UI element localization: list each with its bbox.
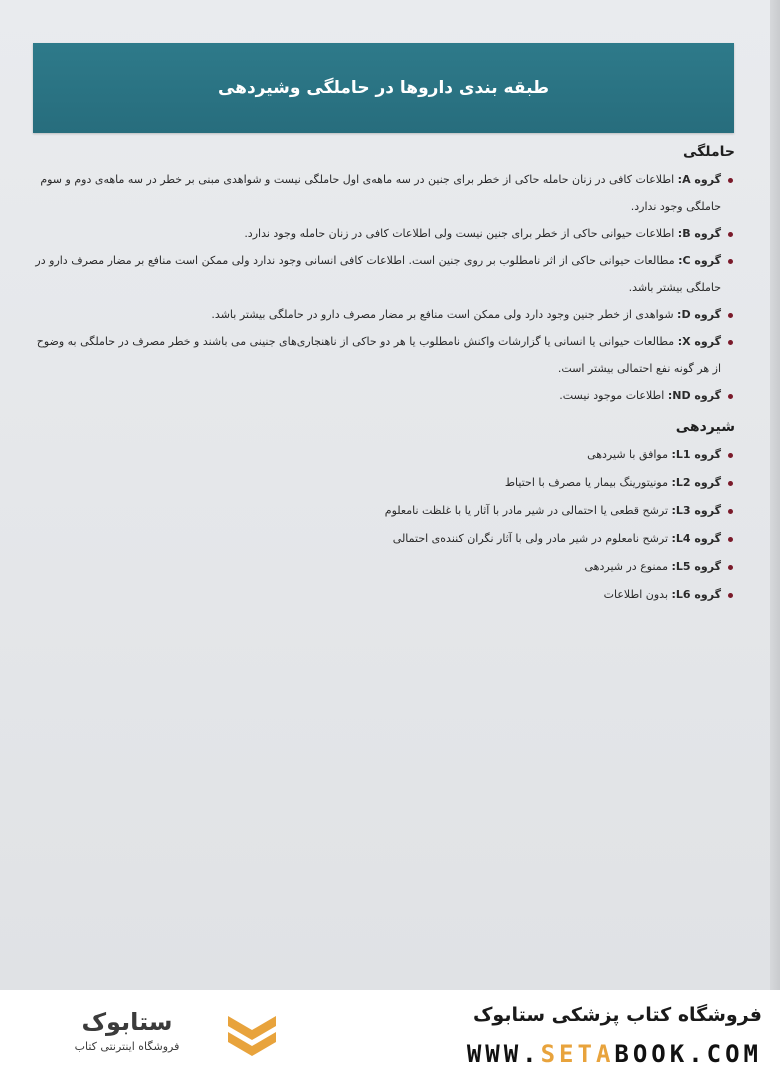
lactation-item-l4: گروه L4: ترشح نامعلوم در شیر مادر ولی با آثار نگران کننده‌ی احتمالی <box>30 525 735 553</box>
page-edge <box>770 0 780 990</box>
pregnancy-item-c: گروه C: مطالعات حیوانی حاکی از اثر نامطلوب بر روی جنین است. اطلاعات کافی انسانی وجود ندارد ولی ممکن است منافع بر مضار مصرف دارو در حاملگی بیشتر باشد. <box>30 247 735 301</box>
bullet-icon <box>728 453 733 458</box>
pregnancy-item-d: گروه D: شواهدی از خطر جنین وجود دارد ولی ممکن است منافع بر مضار مصرف دارو در حاملگی بیشتر باشد. <box>30 301 735 328</box>
pregnancy-list <box>30 166 735 409</box>
page-title: طبقه بندی داروها در حاملگی وشیردهی <box>217 78 550 98</box>
bullet-icon <box>728 509 733 514</box>
bullet-icon <box>728 394 733 399</box>
title-banner <box>33 43 734 133</box>
bullet-icon <box>728 313 733 318</box>
bullet-icon <box>728 178 733 183</box>
store-footer <box>0 990 780 1080</box>
lactation-item-l1: گروه L1: موافق با شیردهی <box>30 441 735 469</box>
lactation-item-l3: گروه L3: ترشح قطعی یا احتمالی در شیر مادر با آثار یا با غلظت نامعلوم <box>30 497 735 525</box>
pregnancy-item-x: گروه X: مطالعات حیوانی یا انسانی یا گزارشات واکنش نامطلوب یا هر دو حاکی از ناهنجاری‌های جنینی می باشند و خطر مصرف در حاملگی به وضوح از هر گونه نفع احتمالی بیشتر است. <box>30 328 735 382</box>
bullet-icon <box>728 232 733 237</box>
bullet-icon <box>728 259 733 264</box>
store-url[interactable]: WWW.SETABOOK.COM <box>466 1040 762 1068</box>
bullet-icon <box>728 481 733 486</box>
pregnancy-item-a: گروه A: اطلاعات کافی در زنان حامله حاکی از خطر برای جنین در سه ماهه‌ی اول حاملگی نیست و شواهدی مبنی بر خطر در سه ماهه‌ی دوم و سوم حاملگی وجود ندارد. <box>30 166 735 220</box>
pregnancy-heading: حاملگی <box>682 144 735 160</box>
lactation-item-l5: گروه L5: ممنوع در شیردهی <box>30 553 735 581</box>
bullet-icon <box>728 340 733 345</box>
lactation-heading: شیردهی <box>675 419 735 435</box>
lactation-item-l6: گروه L6: بدون اطلاعات <box>30 581 735 609</box>
bullet-icon <box>728 593 733 598</box>
logo-text: ستابوک <box>81 1008 173 1036</box>
pregnancy-item-b: گروه B: اطلاعات حیوانی حاکی از خطر برای جنین نیست ولی اطلاعات کافی در زنان حامله وجود ندارد. <box>30 220 735 247</box>
lactation-item-l2: گروه L2: مونیتورینگ بیمار یا مصرف با احتیاط <box>30 469 735 497</box>
bullet-icon <box>728 537 733 542</box>
store-name: فروشگاه کتاب پزشکی ستابوک <box>472 1004 762 1026</box>
chevron-logo-icon <box>222 1012 282 1060</box>
store-logo <box>42 1008 212 1053</box>
bullet-icon <box>728 565 733 570</box>
pregnancy-item-nd: گروه ND: اطلاعات موجود نیست. <box>30 382 735 409</box>
logo-subtitle: فروشگاه اینترنتی کتاب <box>74 1040 180 1053</box>
lactation-list <box>30 441 735 609</box>
content <box>30 140 735 609</box>
